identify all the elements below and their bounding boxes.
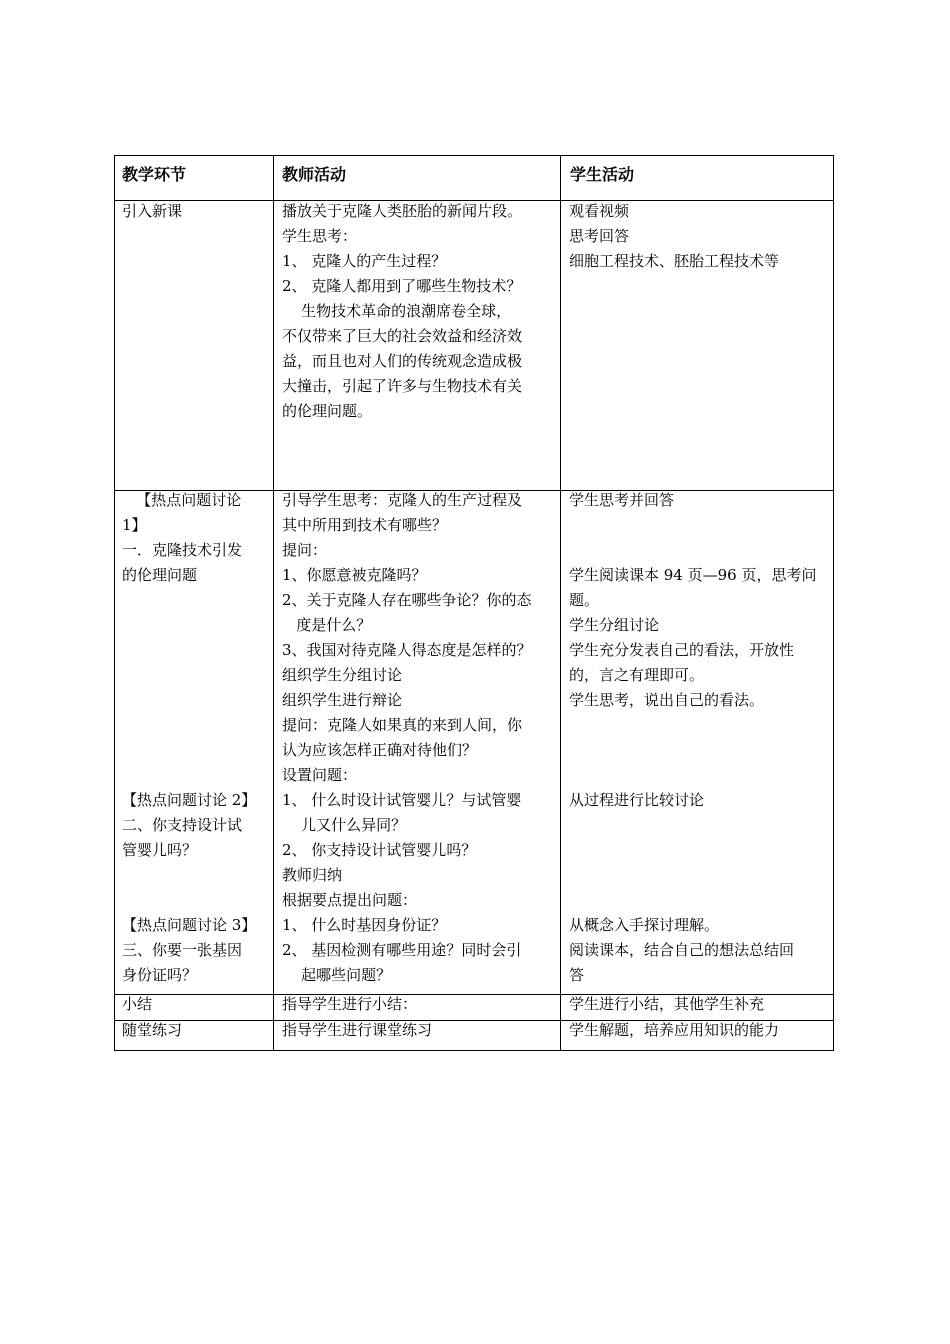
cell-line: 引入新课 [122, 202, 183, 220]
cell-line: 1、 克隆人的产生过程？ [282, 252, 447, 270]
cell-line: 儿又什么异同？ [282, 816, 407, 834]
cell-line: 【热点问题讨论 2】 [122, 791, 257, 809]
header-label: 教学环节 [122, 165, 187, 184]
cell-line: 【热点问题讨论 3】 [122, 916, 257, 934]
cell-line: 从概念入手探讨理解。 [569, 916, 720, 934]
cell-line: 思考回答 [569, 227, 630, 245]
cell-line: 小结 [122, 995, 153, 1013]
cell-line: 3、我国对待克隆人得态度是怎样的？ [282, 641, 532, 659]
cell-line [122, 713, 274, 738]
column-divider [560, 155, 561, 1051]
stage-cell [122, 1018, 274, 1043]
table-border-bottom [114, 1050, 834, 1051]
table-border-left [114, 155, 115, 1051]
cell-line: 答 [569, 966, 585, 984]
cell-line: 提问：克隆人如果真的来到人间，你 [282, 716, 523, 734]
stage-cell [122, 488, 274, 988]
cell-line [569, 813, 831, 838]
row-divider [114, 1020, 834, 1021]
cell-line: 教师归纳 [282, 866, 343, 884]
cell-line: 的伦理问题 [122, 566, 198, 584]
cell-line: 学生进行小结，其他学生补充 [569, 995, 765, 1013]
teacher-activity-cell [282, 992, 566, 1017]
cell-line [569, 863, 831, 888]
cell-line: 组织学生进行辩论 [282, 691, 403, 709]
cell-line: 一．克隆技术引发 [122, 541, 243, 559]
cell-line: 的伦理问题。 [282, 402, 373, 420]
cell-line: 细胞工程技术、胚胎工程技术等 [569, 252, 780, 270]
cell-line: 从过程进行比较讨论 [569, 791, 705, 809]
header-label: 学生活动 [570, 165, 635, 184]
cell-line: 学生解题，培养应用知识的能力 [569, 1021, 780, 1039]
cell-line: 管婴儿吗？ [122, 841, 198, 859]
cell-line: 播放关于克隆人类胚胎的新闻片段。 [282, 202, 523, 220]
header-teacher-activity [282, 165, 562, 185]
cell-line: 度是什么？ [282, 616, 372, 634]
cell-line: 学生分组讨论 [569, 616, 660, 634]
cell-line: 2、 基因检测有哪些用途？同时会引 [282, 941, 522, 959]
header-teaching-stage [122, 165, 272, 185]
cell-line: 学生充分发表自己的看法，开放性 [569, 641, 795, 659]
cell-line [122, 863, 274, 888]
cell-line: 根据要点提出问题： [282, 891, 418, 909]
table-row [114, 490, 834, 994]
stage-cell [122, 199, 274, 224]
cell-line: 【热点问题讨论 [122, 491, 242, 509]
teacher-activity-cell [282, 488, 566, 988]
cell-line [569, 538, 831, 563]
cell-line: 学生思考并回答 [569, 491, 675, 509]
cell-line: 1、 什么时设计试管婴儿？与试管婴 [282, 791, 522, 809]
teacher-activity-cell [282, 1018, 566, 1043]
cell-line [569, 738, 831, 763]
cell-line: 不仅带来了巨大的社会效益和经济效 [282, 327, 523, 345]
column-divider [273, 155, 274, 1051]
cell-line [122, 738, 274, 763]
cell-line: 2、关于克隆人存在哪些争论？你的态 [282, 591, 532, 609]
cell-line: 学生阅读课本 94 页—96 页，思考问 [569, 566, 817, 584]
cell-line: 身份证吗？ [122, 966, 198, 984]
cell-line: 1】 [122, 516, 147, 534]
cell-line [569, 513, 831, 538]
cell-line [569, 888, 831, 913]
cell-line: 指导学生进行小结： [282, 995, 418, 1013]
cell-line: 益，而且也对人们的传统观念造成极 [282, 352, 523, 370]
row-divider [114, 994, 834, 995]
cell-line: 学生思考： [282, 227, 358, 245]
row-divider [114, 200, 834, 201]
table-row [114, 994, 834, 1020]
cell-line: 2、 你支持设计试管婴儿吗？ [282, 841, 477, 859]
cell-line [122, 638, 274, 663]
header-student-activity [570, 165, 830, 185]
cell-line [569, 838, 831, 863]
teacher-activity-cell [282, 199, 566, 424]
cell-line [122, 663, 274, 688]
cell-line: 起哪些问题？ [282, 966, 392, 984]
cell-line: 三、你要一张基因 [122, 941, 243, 959]
cell-line: 题。 [569, 591, 600, 609]
student-activity-cell [569, 992, 831, 1017]
cell-line: 组织学生分组讨论 [282, 666, 403, 684]
cell-line [122, 888, 274, 913]
cell-line [122, 613, 274, 638]
cell-line [122, 688, 274, 713]
cell-line: 二、你支持设计试 [122, 816, 243, 834]
cell-line: 指导学生进行课堂练习 [282, 1021, 433, 1039]
table-border-top [114, 155, 834, 156]
cell-line: 1、你愿意被克隆吗？ [282, 566, 427, 584]
cell-line [122, 763, 274, 788]
cell-line: 随堂练习 [122, 1021, 183, 1039]
cell-line: 阅读课本，结合自己的想法总结回 [569, 941, 795, 959]
table-row [114, 200, 834, 490]
cell-line [569, 763, 831, 788]
table-row [114, 1020, 834, 1051]
header-label: 教师活动 [282, 165, 347, 184]
cell-line: 观看视频 [569, 202, 630, 220]
cell-line [569, 713, 831, 738]
cell-line: 认为应该怎样正确对待他们？ [282, 741, 478, 759]
cell-line: 的，言之有理即可。 [569, 666, 705, 684]
cell-line: 其中所用到技术有哪些？ [282, 516, 448, 534]
cell-line [122, 588, 274, 613]
row-divider [114, 490, 834, 491]
table-header-row [114, 155, 834, 200]
table-border-right [833, 155, 834, 1051]
student-activity-cell [569, 1018, 831, 1043]
cell-line: 2、 克隆人都用到了哪些生物技术？ [282, 277, 522, 295]
student-activity-cell [569, 488, 831, 988]
cell-line: 学生思考，说出自己的看法。 [569, 691, 765, 709]
student-activity-cell [569, 199, 831, 274]
cell-line: 引导学生思考：克隆人的生产过程及 [282, 491, 523, 509]
cell-line: 提问： [282, 541, 328, 559]
cell-line: 设置问题： [282, 766, 358, 784]
cell-line: 生物技术革命的浪潮席卷全球， [282, 302, 512, 320]
cell-line: 1、 什么时基因身份证？ [282, 916, 447, 934]
stage-cell [122, 992, 274, 1017]
cell-line: 大撞击，引起了许多与生物技术有关 [282, 377, 523, 395]
